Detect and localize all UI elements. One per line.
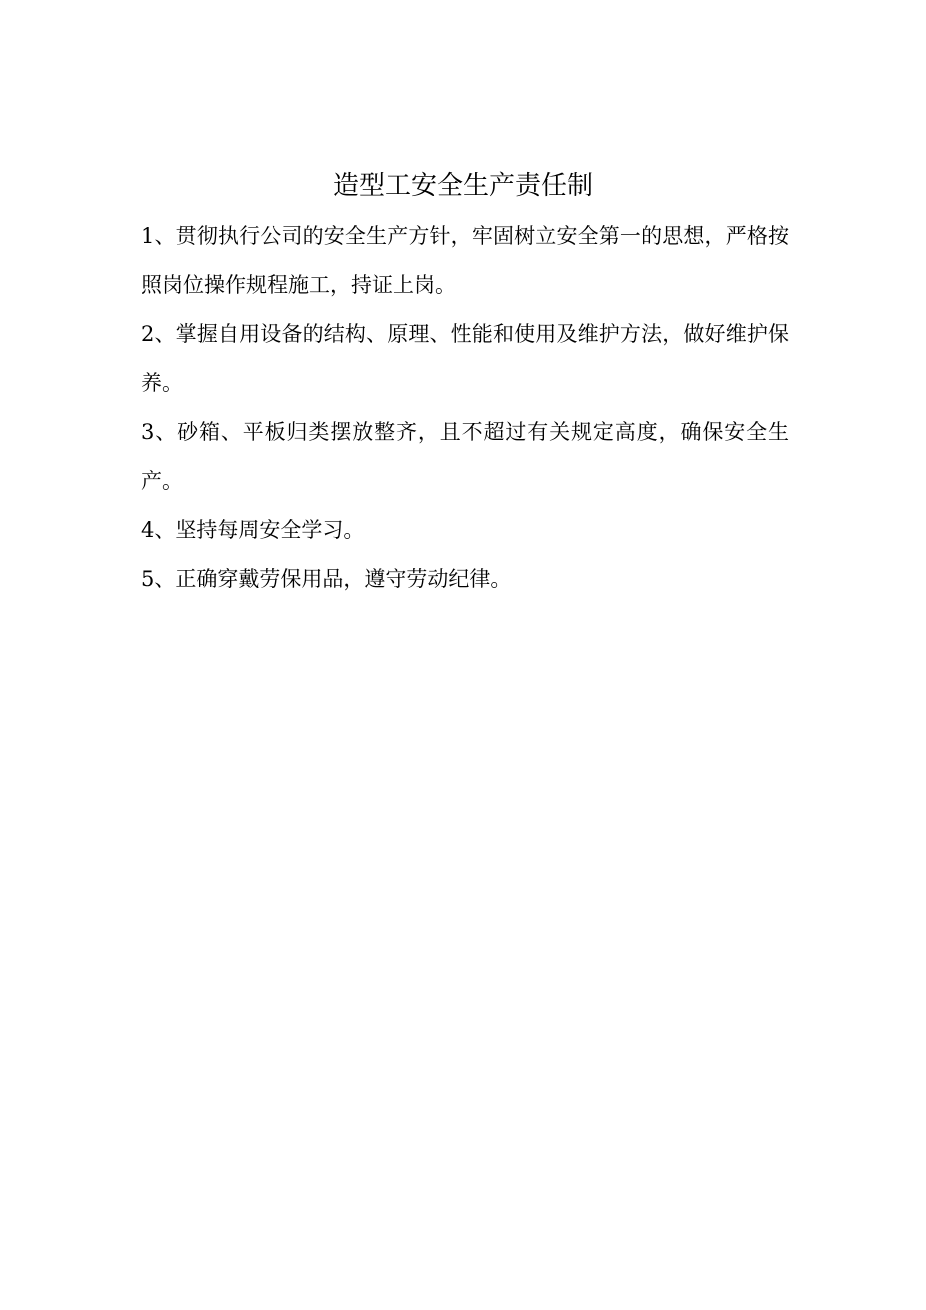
list-item: 3、砂箱、平板归类摆放整齐，且不超过有关规定高度，确保安全生产。 (141, 420, 789, 493)
document-body (141, 212, 789, 604)
list-item: 2、掌握自用设备的结构、原理、性能和使用及维护方法，做好维护保养。 (141, 322, 789, 395)
list-item: 4、坚持每周安全学习。 (141, 518, 365, 542)
list-item: 1、贯彻执行公司的安全生产方针，牢固树立安全第一的思想，严格按照岗位操作规程施工，持证上岗。 (141, 224, 789, 297)
list-item: 5、正确穿戴劳保用品，遵守劳动纪律。 (141, 567, 512, 591)
document-title: 造型工安全生产责任制 (332, 171, 593, 201)
